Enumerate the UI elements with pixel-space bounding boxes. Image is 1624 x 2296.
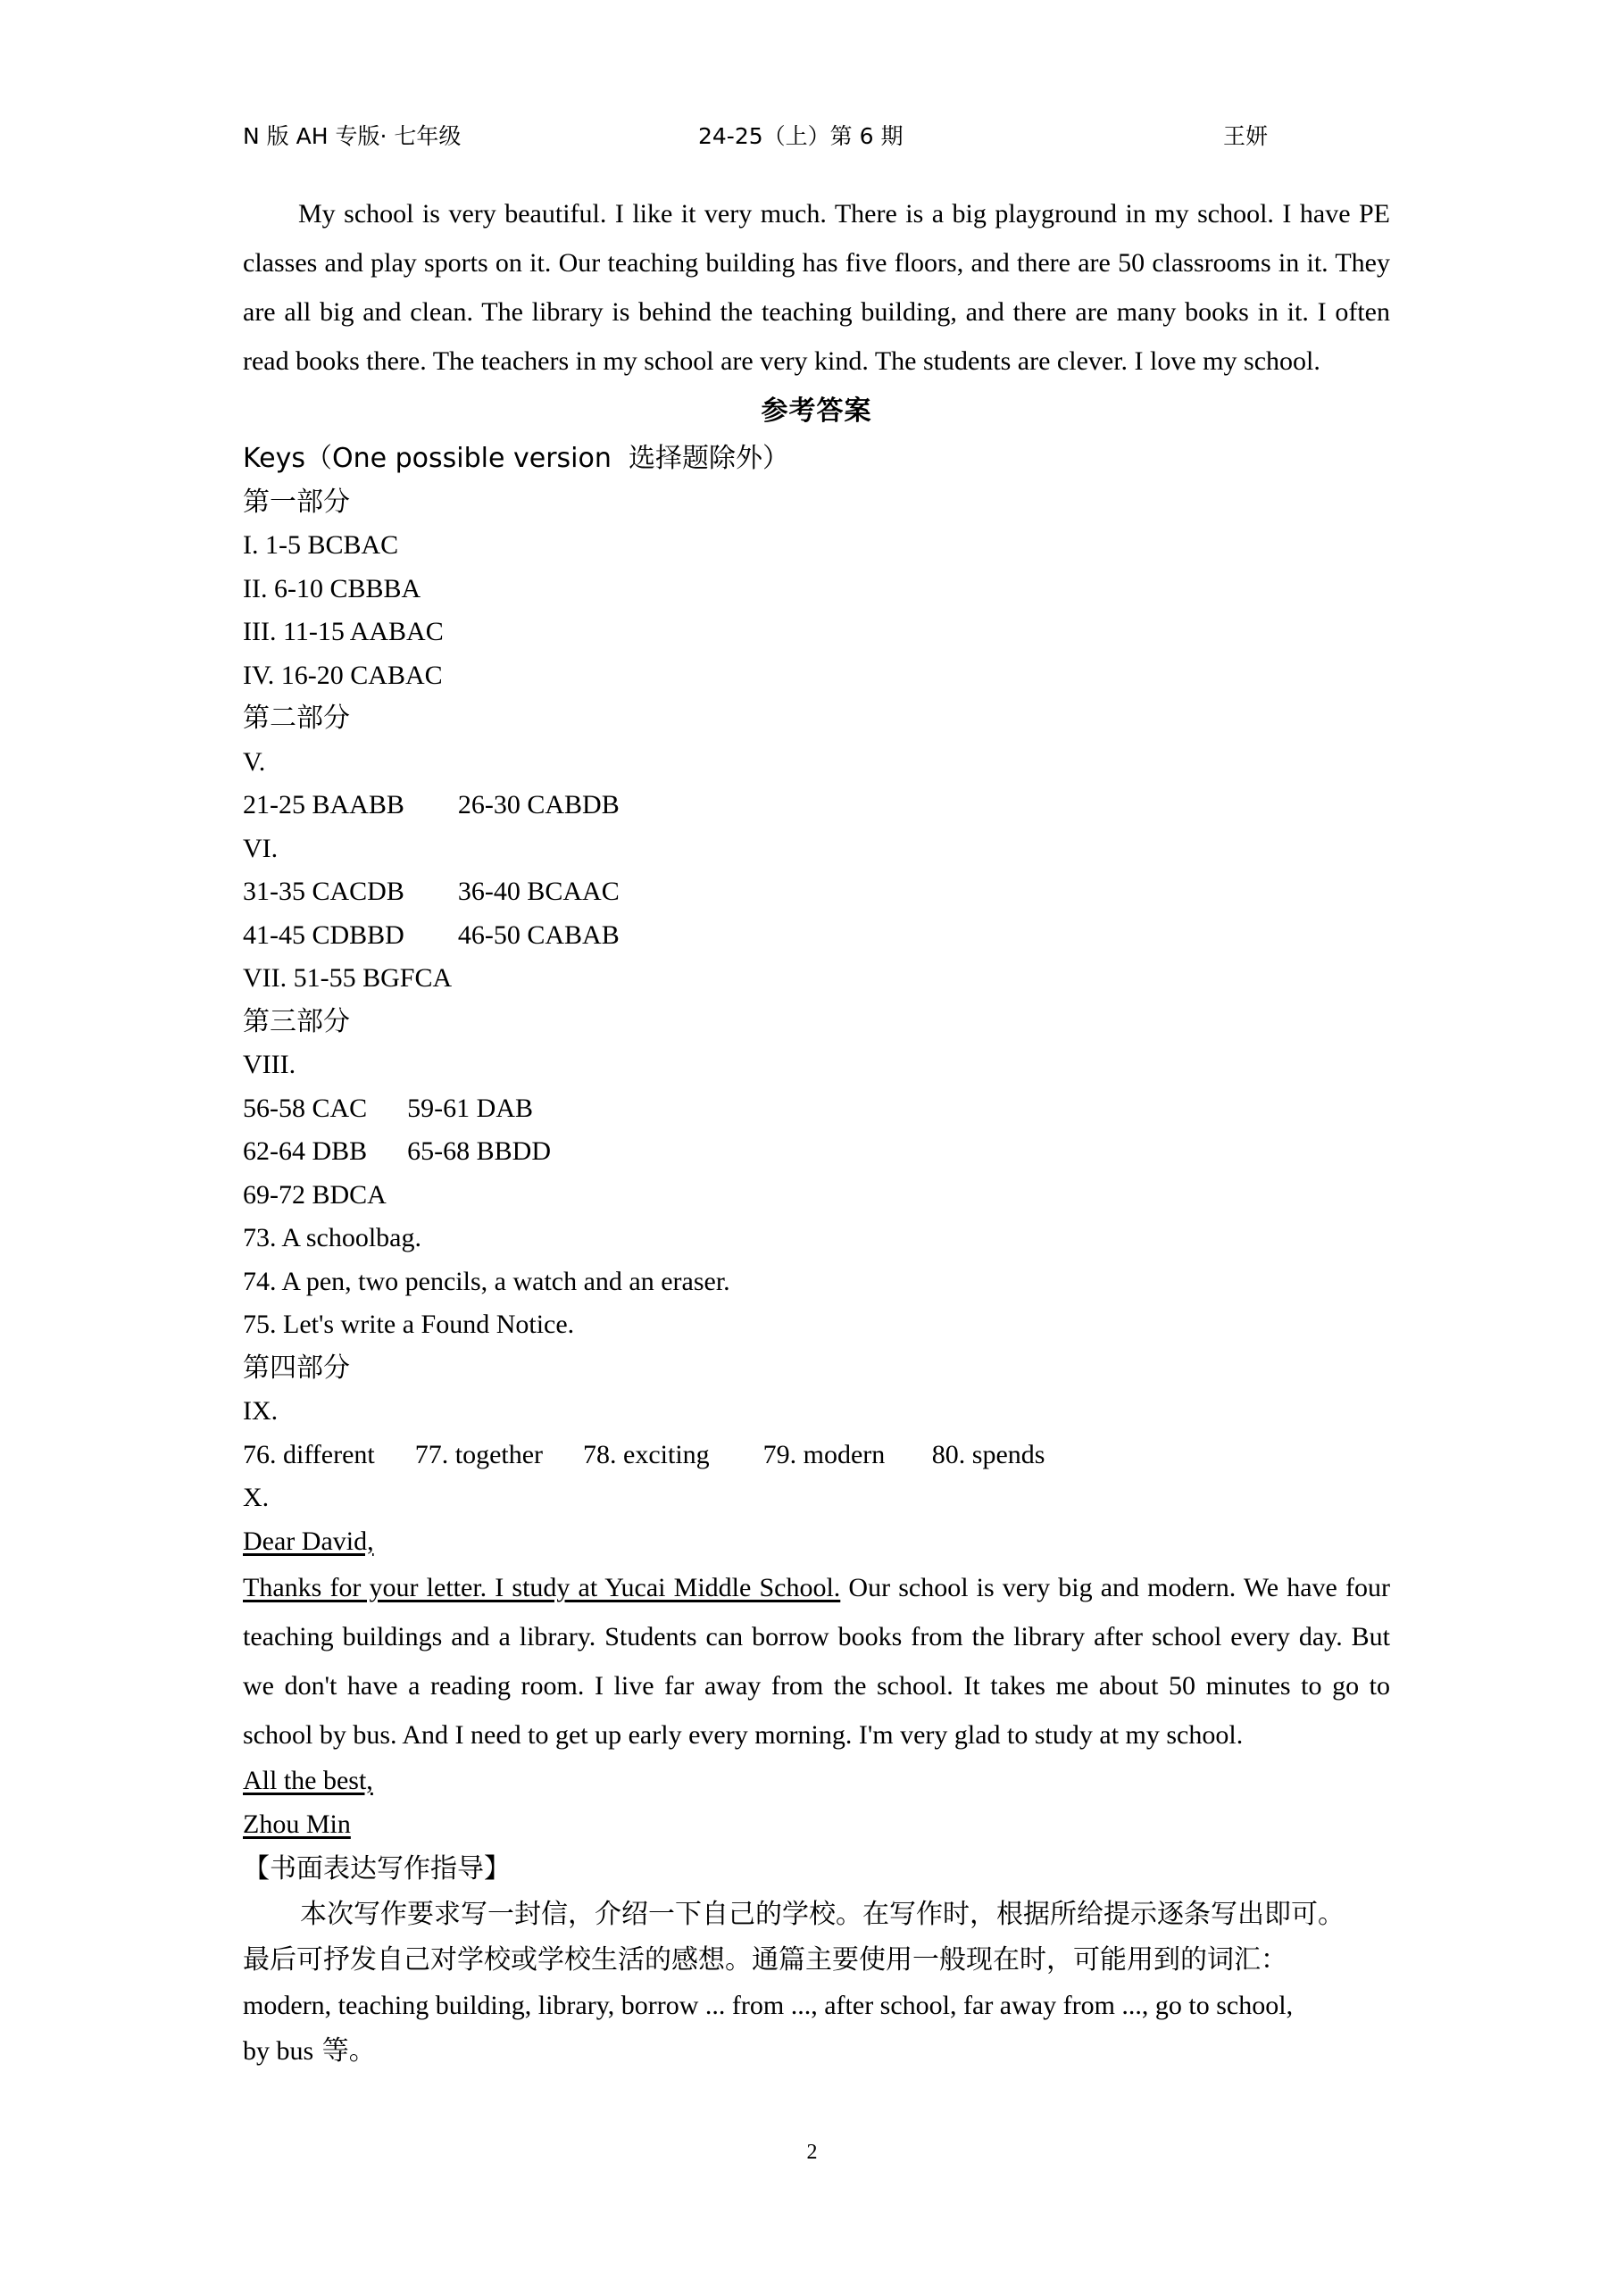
answer-q75: 75. Let's write a Found Notice. <box>243 1310 575 1339</box>
document-body <box>243 189 1390 2074</box>
answer-q74: 74. A pen, two pencils, a watch and an eraser. <box>243 1266 730 1296</box>
keys-note: Keys（One possible version 选择题除外） <box>243 443 789 474</box>
guidance-vocab-line-1: modern, teaching building, library, borrow ... from ..., after school, far away from ..., go to school, <box>243 1991 1294 2020</box>
running-head-left: N 版 AH 专版· 七年级 <box>243 123 462 149</box>
answer-line-56-61: 56-58 CAC 59-61 DAB <box>243 1093 534 1123</box>
letter-closing <box>243 1759 1390 1803</box>
guidance-vocab-line-2 <box>243 2028 1390 2074</box>
answer-line-i: I. 1-5 BCBAC <box>243 530 399 560</box>
roman-v: V. <box>243 746 266 777</box>
page-number: 2 <box>806 2141 818 2164</box>
answer-line-62-68: 62-64 DBB 65-68 BBDD <box>243 1136 552 1166</box>
letter-salutation-text: Dear David, <box>243 1526 374 1556</box>
running-head-center: 24-25（上）第 6 期 <box>698 123 904 149</box>
sample-essay-paragraph: My school is very beautiful. I like it very much. There is a big playground in my school. I have PE classes and play sports on it. Our teaching building has five floors, and there are 50 classrooms in it. They are all big and clean. The library is behind the teaching building, and there are many books in it. I often read books there. The teachers in my school are very kind. The students are clever. I love my school. <box>243 199 1390 376</box>
answers-heading: 参考答案 <box>761 395 872 427</box>
answer-line-31-40: 31-35 CACDB 36-40 BCAAC <box>243 877 620 906</box>
part-3-title: 第三部分 <box>243 1005 350 1037</box>
letter-body <box>243 1563 1390 1759</box>
guidance-vocab-line-2-cn: 等。 <box>313 2035 376 2067</box>
part-2-title: 第二部分 <box>243 703 350 734</box>
part-4-title: 第四部分 <box>243 1352 350 1384</box>
guidance-paragraph-1: 本次写作要求写一封信，介绍一下自己的学校。在写作时，根据所给提示逐条写出即可。 <box>300 1899 1345 1930</box>
running-head-right: 王妍 <box>1223 123 1269 149</box>
roman-ix: IX. <box>243 1396 279 1426</box>
guidance-paragraph-2: 最后可抒发自己对学校或学校生活的感想。通篇主要使用一般现在时，可能用到的词汇： <box>243 1944 1287 1976</box>
roman-vi: VI. <box>243 833 279 863</box>
letter-signature-text: Zhou Min <box>243 1809 351 1839</box>
answer-line-iii: III. 11-15 AABAC <box>243 617 444 646</box>
letter-closing-text: All the best, <box>243 1766 373 1795</box>
answer-line-41-50: 41-45 CDBBD 46-50 CABAB <box>243 919 620 950</box>
guidance-vocab-line-2-en: by bus <box>243 2036 314 2066</box>
answer-q73: 73. A schoolbag. <box>243 1223 421 1252</box>
answer-line-69-72: 69-72 BDCA <box>243 1179 387 1210</box>
answer-line-iv: IV. 16-20 CABAC <box>243 660 443 690</box>
answer-line-76-80: 76. different 77. together 78. exciting 79. modern 80. spends <box>243 1439 1045 1469</box>
letter-signature <box>243 1803 1390 1847</box>
roman-viii: VIII. <box>243 1050 296 1079</box>
answer-line-21-30: 21-25 BAABB 26-30 CABDB <box>243 790 620 819</box>
roman-vii: VII. 51-55 BGFCA <box>243 963 453 993</box>
guidance-title: 【书面表达写作指导】 <box>243 1853 511 1884</box>
letter-salutation <box>243 1520 1390 1564</box>
letter-body-underlined: Thanks for your letter. I study at Yucai Middle School. <box>243 1573 841 1602</box>
part-1-title: 第一部分 <box>243 486 350 518</box>
running-head <box>243 119 1388 154</box>
letter-body-rest: Our school is very big and modern. We have four teaching buildings and a library. Students can borrow books from the library after school every day. But we don't have a reading room. I live far away from the school. It takes me about 50 minutes to go to school by bus. And I need to get up early every morning. I'm very glad to study at my school. <box>243 1573 1390 1750</box>
answer-line-ii: II. 6-10 CBBBA <box>243 573 421 603</box>
roman-x: X. <box>243 1483 270 1512</box>
